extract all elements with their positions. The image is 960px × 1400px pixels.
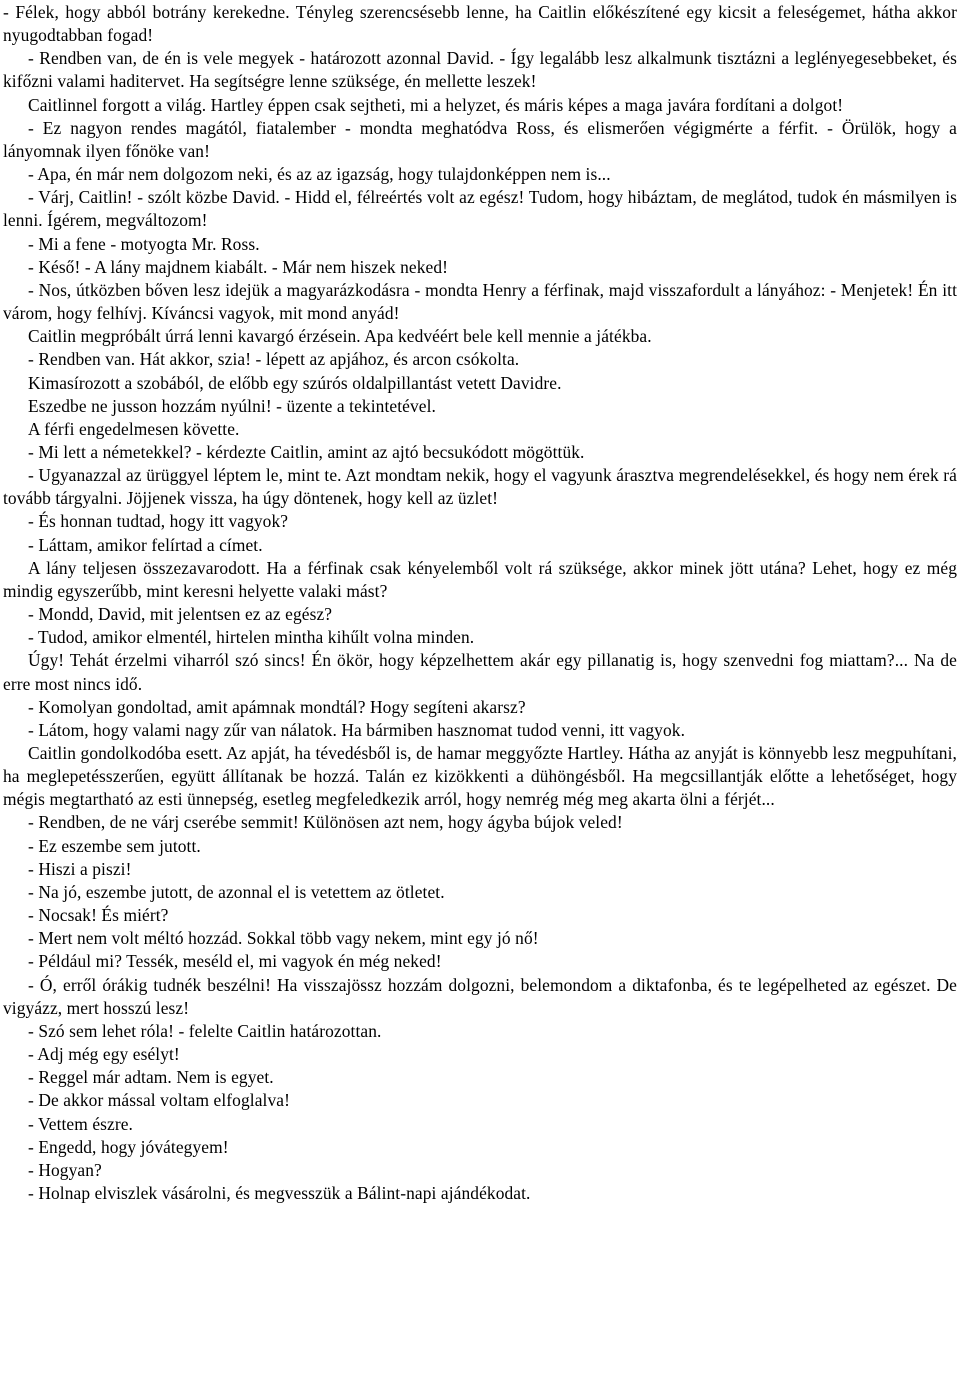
paragraph: - Láttam, amikor felírtad a címet.: [28, 534, 263, 555]
paragraph: Caitlin gondolkodóba esett. Az apját, ha tévedésből is, de hamar meggyőzte Hartley. Hátha az anyját is könnyebb lesz megpuhítani, ha meglepetésszerűen, együtt állítanak be hozzá. Talán ez kizökkenti a dühöngésből. Ha megcsillantják előtte a lehetőséget, hogy mégis megtartható az esti ünnepség, esetleg megfeledkezik arról, hogy nemrég még meg akarta ölni a férjét...: [3, 743, 957, 810]
paragraph: - Például mi? Tessék, meséld el, mi vagyok én még neked!: [28, 951, 442, 972]
paragraph: - Engedd, hogy jóvátegyem!: [28, 1136, 229, 1157]
paragraph: - És honnan tudtad, hogy itt vagyok?: [28, 511, 289, 532]
paragraph: - Rendben van, de én is vele megyek - határozott azonnal David. - Így legalább lesz alkalmunk tisztázni a leglényegesebbeket, és kifőzni valami haditervet. Ha segítségre lenne szüksége, én mellette leszek!: [3, 48, 957, 92]
paragraph: Kimasírozott a szobából, de előbb egy szúrós oldalpillantást vetett Davidre.: [28, 372, 562, 393]
paragraph: - Ugyanazzal az ürüggyel léptem le, mint te. Azt mondtam nekik, hogy el vagyunk árasztva megrendelésekkel, és hogy nem érek rá tovább tárgyalni. Jöjjenek vissza, ha úgy döntenek, hogy kell az üzlet!: [3, 465, 957, 509]
paragraph: - Adj még egy esélyt!: [28, 1044, 180, 1065]
paragraph: - Várj, Caitlin! - szólt közbe David. - Hidd el, félreértés volt az egész! Tudom, hogy hibáztam, de meglátod, tudok én másmilyen is lenni. Ígérem, megváltozom!: [3, 187, 957, 231]
paragraph: - Apa, én már nem dolgozom neki, és az az igazság, hogy tulajdonképpen nem is...: [28, 164, 611, 185]
paragraph: - De akkor mással voltam elfoglalva!: [28, 1090, 290, 1111]
paragraph: A férfi engedelmesen követte.: [28, 418, 240, 439]
paragraph: Eszedbe ne jusson hozzám nyúlni! - üzente a tekintetével.: [28, 395, 436, 416]
paragraph: - Szó sem lehet róla! - felelte Caitlin határozottan.: [28, 1020, 382, 1041]
paragraph: - Hiszi a piszi!: [28, 858, 132, 879]
paragraph: - Félek, hogy abból botrány kerekedne. Tényleg szerencsésebb lenne, ha Caitlin előkészítené egy kicsit a feleségemet, hátha akkor nyugodtabban fogad!: [3, 2, 957, 46]
paragraph: - Rendben, de ne várj cserébe semmit! Különösen azt nem, hogy ágyba bújok veled!: [28, 812, 623, 833]
paragraph: - Tudod, amikor elmentél, hirtelen mintha kihűlt volna minden.: [28, 627, 475, 648]
paragraph: - Mi lett a németekkel? - kérdezte Caitlin, amint az ajtó becsukódott mögöttük.: [28, 441, 585, 462]
paragraph: - Vettem észre.: [28, 1113, 133, 1134]
paragraph: - Komolyan gondoltad, amit apámnak mondtál? Hogy segíteni akarsz?: [28, 696, 526, 717]
paragraph: A lány teljesen összezavarodott. Ha a férfinak csak kényelemből volt rá szüksége, akkor minek jött utána? Lehet, hogy ez még mindig egyszerűbb, mint keresni helyette valaki mást?: [3, 557, 957, 601]
paragraph: - Mondd, David, mit jelentsen ez az egész?: [28, 604, 333, 625]
paragraph: - Reggel már adtam. Nem is egyet.: [28, 1067, 274, 1088]
paragraph: Caitlin megpróbált úrrá lenni kavargó érzésein. Apa kedvéért bele kell mennie a játékba.: [28, 326, 652, 347]
paragraph: - Hogyan?: [28, 1159, 102, 1180]
paragraph: - Ó, erről órákig tudnék beszélni! Ha visszajössz hozzám dolgozni, belemondom a diktafonba, és te legépelheted az egészet. De vigyázz, mert hosszú lesz!: [3, 974, 957, 1018]
paragraph: Úgy! Tehát érzelmi viharról szó sincs! Én ökör, hogy képzelhettem akár egy pillanatig is, hogy szenvedni fog miattam?... Na de erre most nincs idő.: [3, 650, 957, 694]
paragraph: - Rendben van. Hát akkor, szia! - lépett az apjához, és arcon csókolta.: [28, 349, 520, 370]
paragraph: - Mi a fene - motyogta Mr. Ross.: [28, 233, 260, 254]
text-body: [3, 1, 957, 1205]
paragraph: - Nos, útközben bőven lesz idejük a magyarázkodásra - mondta Henry a férfinak, majd visszafordult a lányához: - Menjetek! Én itt várom, hogy felhívj. Kíváncsi vagyok, mit mond anyád!: [3, 279, 957, 324]
paragraph: - Na jó, eszembe jutott, de azonnal el is vetettem az ötletet.: [28, 881, 445, 902]
paragraph: - Látom, hogy valami nagy zűr van nálatok. Ha bármiben hasznomat tudod venni, itt vagyok.: [28, 719, 686, 740]
paragraph: - Ez eszembe sem jutott.: [28, 835, 201, 856]
paragraph: - Holnap elviszlek vásárolni, és megvesszük a Bálint-napi ajándékodat.: [28, 1182, 531, 1203]
paragraph: Caitlinnel forgott a világ. Hartley éppen csak sejtheti, mi a helyzet, és máris képes a maga javára fordítani a dolgot!: [28, 94, 844, 115]
paragraph: - Mert nem volt méltó hozzád. Sokkal több vagy nekem, mint egy jó nő!: [28, 928, 539, 949]
paragraph: - Nocsak! És miért?: [28, 905, 169, 926]
paragraph: - Késő! - A lány majdnem kiabált. - Már nem hiszek neked!: [28, 256, 449, 277]
paragraph: - Ez nagyon rendes magától, fiatalember - mondta meghatódva Ross, és elismerően végigmérte a férfit. - Örülök, hogy a lányomnak ilyen főnöke van!: [3, 117, 957, 161]
